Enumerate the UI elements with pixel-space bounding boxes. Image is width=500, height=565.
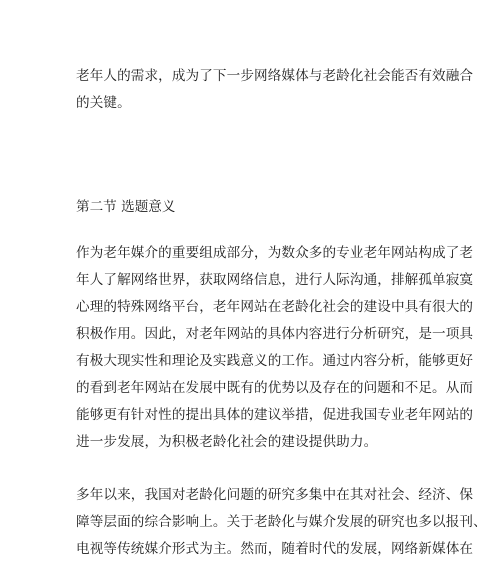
paragraph-2-line-1: 作为老年媒介的重要组成部分，为数众多的专业老年网站构成了老 [76, 245, 474, 261]
paragraph-3-line-1: 多年以来，我国对老龄化问题的研究多集中在其对社会、经济、保 [76, 487, 474, 503]
paragraph-1-line-1: 老年人的需求，成为了下一步网络媒体与老龄化社会能否有效融合 [76, 68, 474, 84]
paragraph-2-line-4: 积极作用。因此，对老年网站的具体内容进行分析研究，是一项具 [76, 326, 474, 342]
paragraph-1-line-2: 的关键。 [76, 95, 131, 111]
section-heading: 第二节 选题意义 [76, 199, 176, 215]
paragraph-2-line-5: 有极大现实性和理论及实践意义的工作。通过内容分析，能够更好 [76, 353, 474, 369]
paragraph-2-line-8: 进一步发展，为积极老龄化社会的建设提供助力。 [76, 434, 378, 450]
paragraph-2-line-6: 的看到老年网站在发展中既有的优势以及存在的问题和不足。从而 [76, 380, 474, 396]
paragraph-2-line-7: 能够更有针对性的提出具体的建议举措，促进我国专业老年网站的 [76, 407, 474, 423]
paragraph-3-line-3: 电视等传统媒介形式为主。然而，随着时代的发展，网络新媒体在 [76, 541, 474, 557]
paragraph-2-line-2: 年人了解网络世界，获取网络信息，进行人际沟通，排解孤单寂寞 [76, 272, 474, 288]
paragraph-2-line-3: 心理的特殊网络平台，老年网站在老龄化社会的建设中具有很大的 [76, 299, 474, 315]
paragraph-3-line-2: 障等层面的综合影响上。关于老龄化与媒介发展的研究也多以报刊、 [76, 514, 487, 530]
